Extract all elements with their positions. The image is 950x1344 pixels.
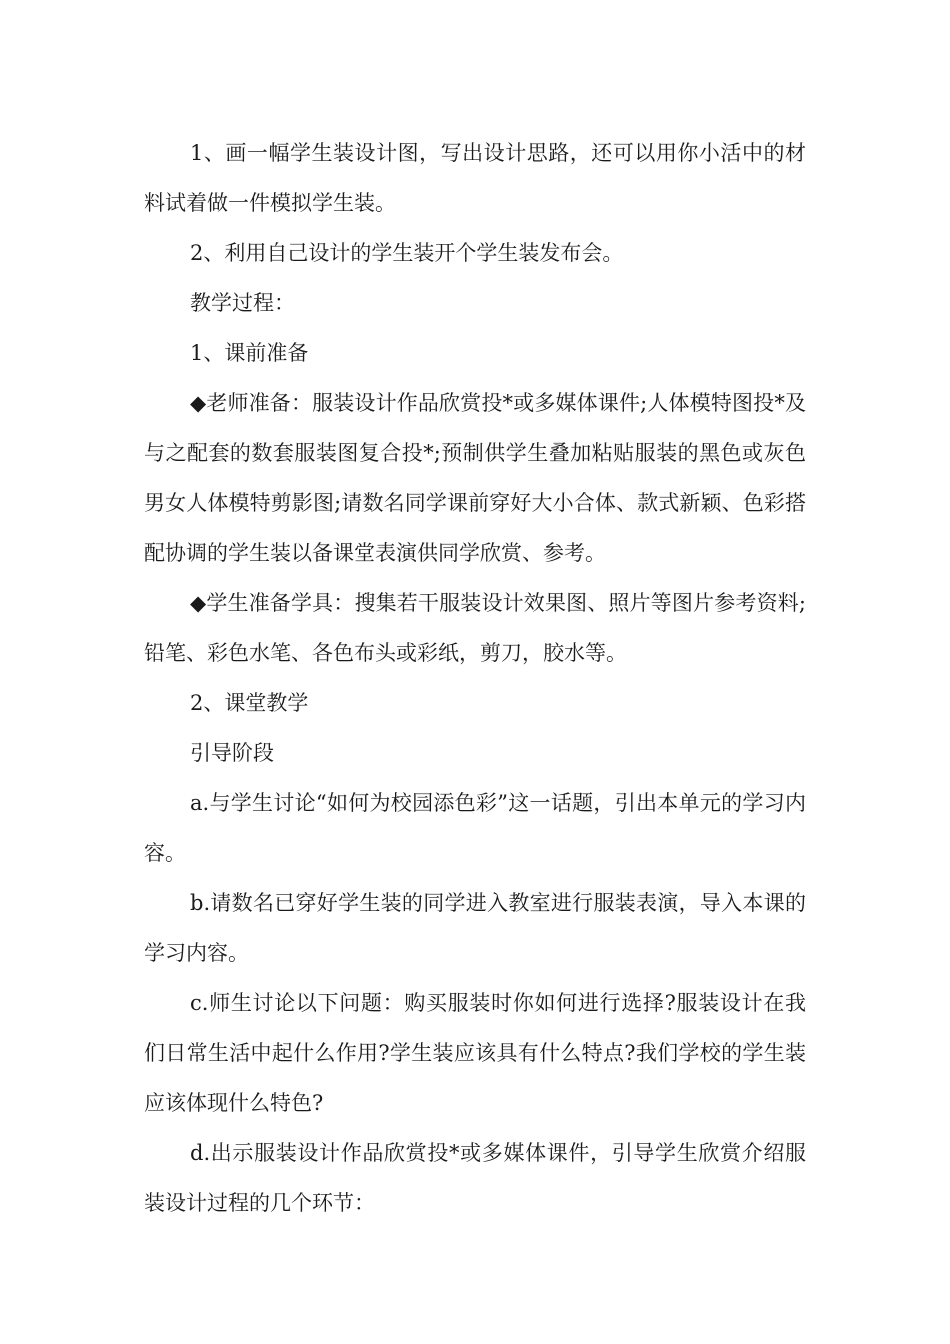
paragraph-item-d: d.出示服装设计作品欣赏投*或多媒体课件，引导学生欣赏介绍服装设计过程的几个环节： xyxy=(144,1141,806,1215)
paragraph-teacher-preparation: ◆老师准备：服装设计作品欣赏投*或多媒体课件;人体模特图投*及与之配套的数套服装图复合投*;预制供学生叠加粘贴服装的黑色或灰色男女人体模特剪影图;请数名同学课前穿好大小合体、款式新颖、色彩搭配协调的学生装以备课堂表演供同学欣赏、参考。 xyxy=(144,391,806,565)
paragraph-classroom-heading: 2、课堂教学 xyxy=(190,691,309,715)
paragraph-fashion-show: 2、利用自己设计的学生装开个学生装发布会。 xyxy=(190,241,624,265)
document-body xyxy=(144,128,806,1228)
paragraph-item-b: b.请数名已穿好学生装的同学进入教室进行服装表演，导入本课的学习内容。 xyxy=(144,891,806,965)
paragraph-item-c: c.师生讨论以下问题：购买服装时你如何进行选择?服装设计在我们日常生活中起什么作用?学生装应该具有什么特点?我们学校的学生装应该体现什么特色? xyxy=(144,991,806,1115)
paragraph-guidance-stage: 引导阶段 xyxy=(190,741,274,765)
paragraph-item-a: a.与学生讨论“如何为校园添色彩”这一话题，引出本单元的学习内容。 xyxy=(144,791,806,865)
paragraph-design-task: 1、画一幅学生装设计图，写出设计思路，还可以用你小活中的材料试着做一件模拟学生装。 xyxy=(144,141,806,215)
paragraph-student-preparation: ◆学生准备学具：搜集若干服装设计效果图、照片等图片参考资料;铅笔、彩色水笔、各色布头或彩纸，剪刀，胶水等。 xyxy=(144,591,806,665)
paragraph-preparation-heading: 1、课前准备 xyxy=(190,341,309,365)
paragraph-teaching-process: 教学过程： xyxy=(190,291,295,315)
